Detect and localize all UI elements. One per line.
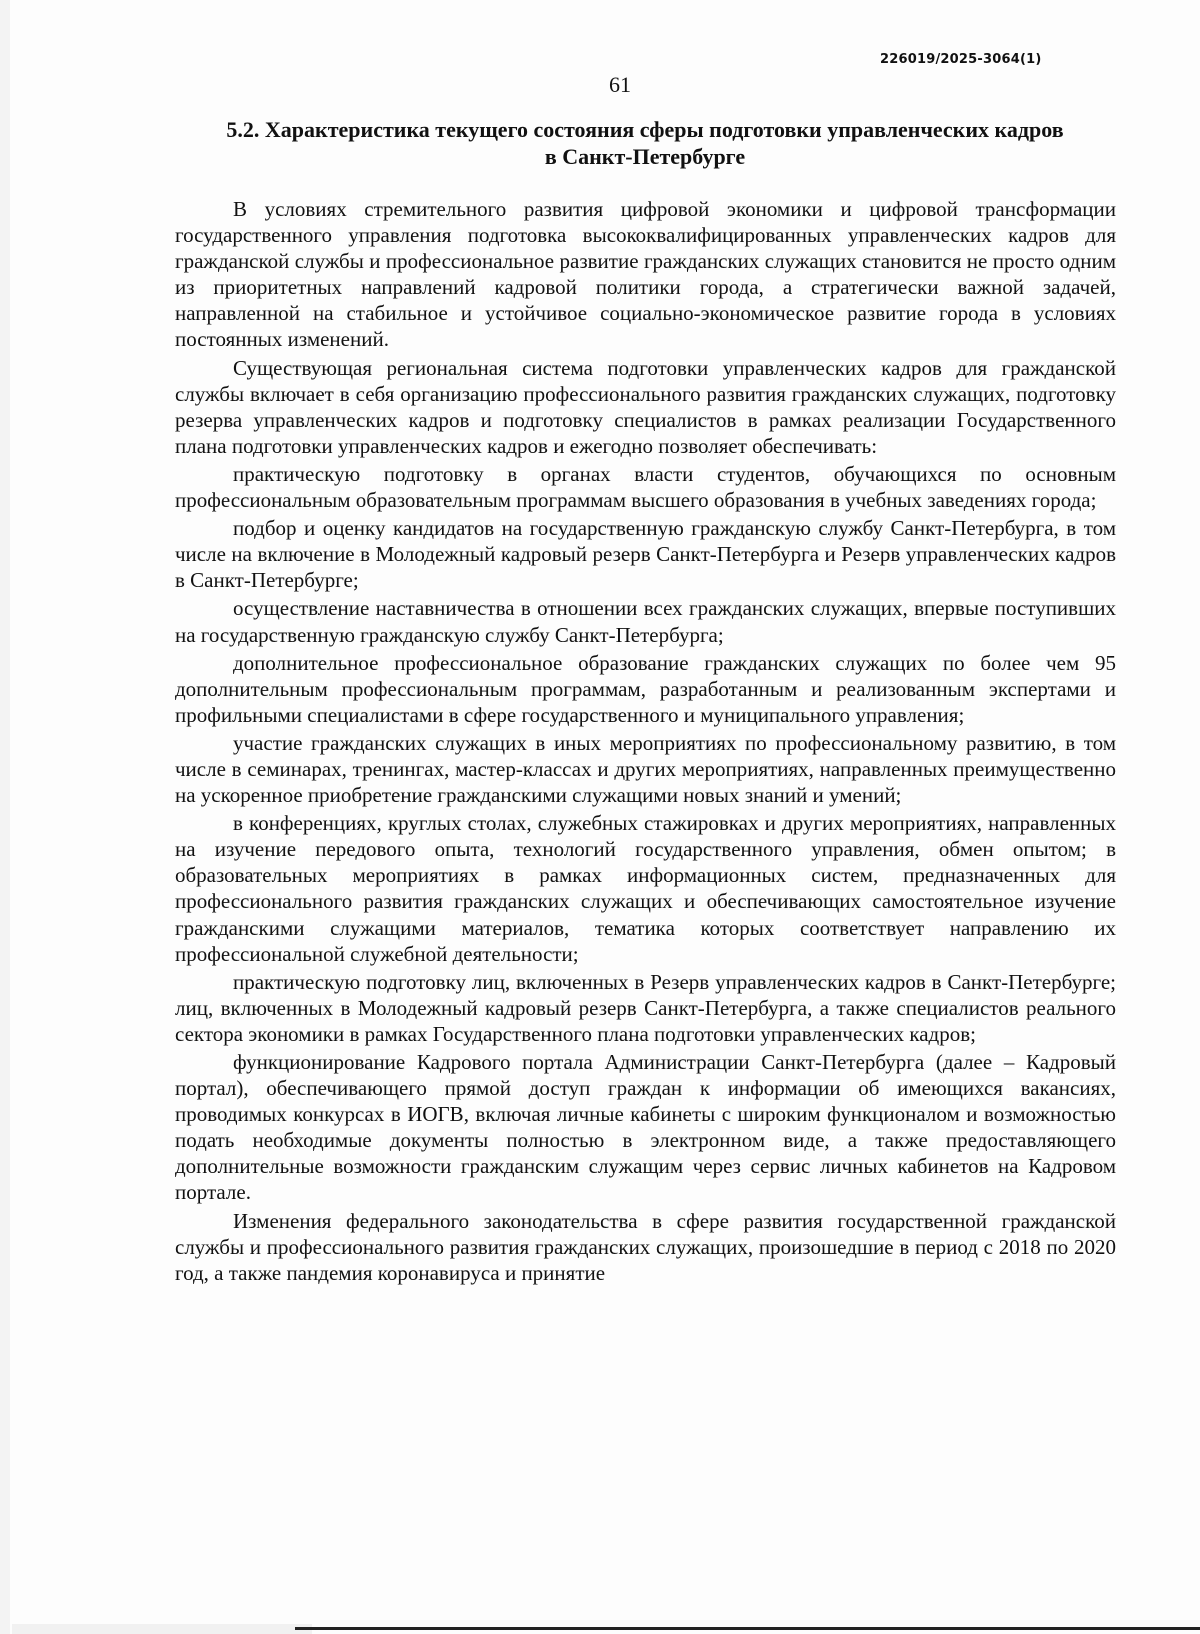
list-item-mentoring: осуществление наставничества в отношении всех гражданских служащих, впервые поступивших на государственную гражданскую службу Санкт-Петербурга; bbox=[175, 596, 1116, 647]
paragraph-legislation-changes: Изменения федерального законодательства в сфере развития государственной гражданской службы и профессионального развития гражданских служащих, произошедшие в период с 2018 по 2020 год, а также пандемия коронавируса и принятие bbox=[175, 1208, 1116, 1285]
scan-bottom-edge-line bbox=[295, 1627, 1200, 1630]
scan-bottom-smudge bbox=[12, 1624, 312, 1634]
section-title-line-1: 5.2. Характеристика текущего состояния сферы подготовки управленческих кадров bbox=[226, 117, 1064, 142]
list-item-reserve-training: практическую подготовку лиц, включенных в Резерв управленческих кадров в Санкт-Петербурге; лиц, включенных в Молодежный кадровый резерв Санкт-Петербурга, а также специалистов реального сектора экономики в рамках Государственного плана подготовки управленческих кадров; bbox=[175, 969, 1116, 1046]
list-item-hr-portal: функционирование Кадрового портала Администрации Санкт-Петербурга (далее – Кадровый портал), обеспечивающего прямой доступ граждан к информации об имеющихся вакансиях, проводимых конкурсах в ИОГВ, включая личные кабинеты с широким функционалом и возможностью подать необходимые документы полностью в электронном виде, а также предоставляющего дополнительные возможности гражданским служащим через сервис личных кабинетов на Кадровом портале. bbox=[175, 1050, 1116, 1205]
list-item-other-events: участие гражданских служащих в иных мероприятиях по профессиональному развитию, в том числе в семинарах, тренингах, мастер-классах и других мероприятиях, направленных преимущественно на ускоренное приобретение гражданскими служащими новых знаний и умений; bbox=[175, 730, 1116, 808]
list-item-additional-education: дополнительное профессиональное образование гражданских служащих по более чем 95 дополнительным профессиональным программам, разработанным и реализованным экспертами и профильными специалистами в сфере государственного и муниципального управления; bbox=[175, 650, 1116, 727]
page-number: 61 bbox=[609, 72, 631, 97]
list-item-student-practice: практическую подготовку в органах власти студентов, обучающихся по основным профессиональным образовательным программам высшего образования в учебных заведениях города; bbox=[175, 461, 1116, 513]
body-text bbox=[175, 196, 1116, 1288]
paragraph-system: Существующая региональная система подготовки управленческих кадров для гражданской службы включает в себя организацию профессионального развития гражданских служащих, подготовку резерва управленческих кадров и подготовку специалистов в рамках реализации Государственного плана подготовки управленческих кадров и ежегодно позволяет обеспечивать: bbox=[175, 355, 1116, 458]
document-id: 226019/2025-3064(1) bbox=[880, 52, 1042, 67]
section-title-line-2: в Санкт-Петербурге bbox=[544, 144, 746, 169]
list-item-candidate-selection: подбор и оценку кандидатов на государственную гражданскую службу Санкт-Петербурга, в том числе на включение в Молодежный кадровый резерв Санкт-Петербурга и Резерв управленческих кадров в Санкт-Петербурге; bbox=[175, 516, 1116, 593]
section-title bbox=[175, 116, 1115, 170]
paragraph-intro: В условиях стремительного развития цифровой экономики и цифровой трансформации государственного управления подготовка высококвалифицированных управленческих кадров для гражданской службы и профессиональное развитие гражданских служащих становится не просто одним из приоритетных направлений кадровой политики города, а стратегически важной задачей, направленной на стабильное и устойчивое социально-экономическое развитие города в условиях постоянных изменений. bbox=[175, 197, 1116, 352]
scan-left-edge bbox=[0, 0, 10, 1634]
list-item-conferences: в конференциях, круглых столах, служебных стажировках и других мероприятиях, направленных на изучение передового опыта, технологий государственного управления, обмен опытом; в образовательных мероприятиях в рамках информационных систем, предназначенных для профессионального развития гражданских служащих и обеспечивающих самостоятельное изучение гражданскими служащими материалов, тематика которых соответствует направлению их профессиональной служебной деятельности; bbox=[175, 811, 1116, 966]
